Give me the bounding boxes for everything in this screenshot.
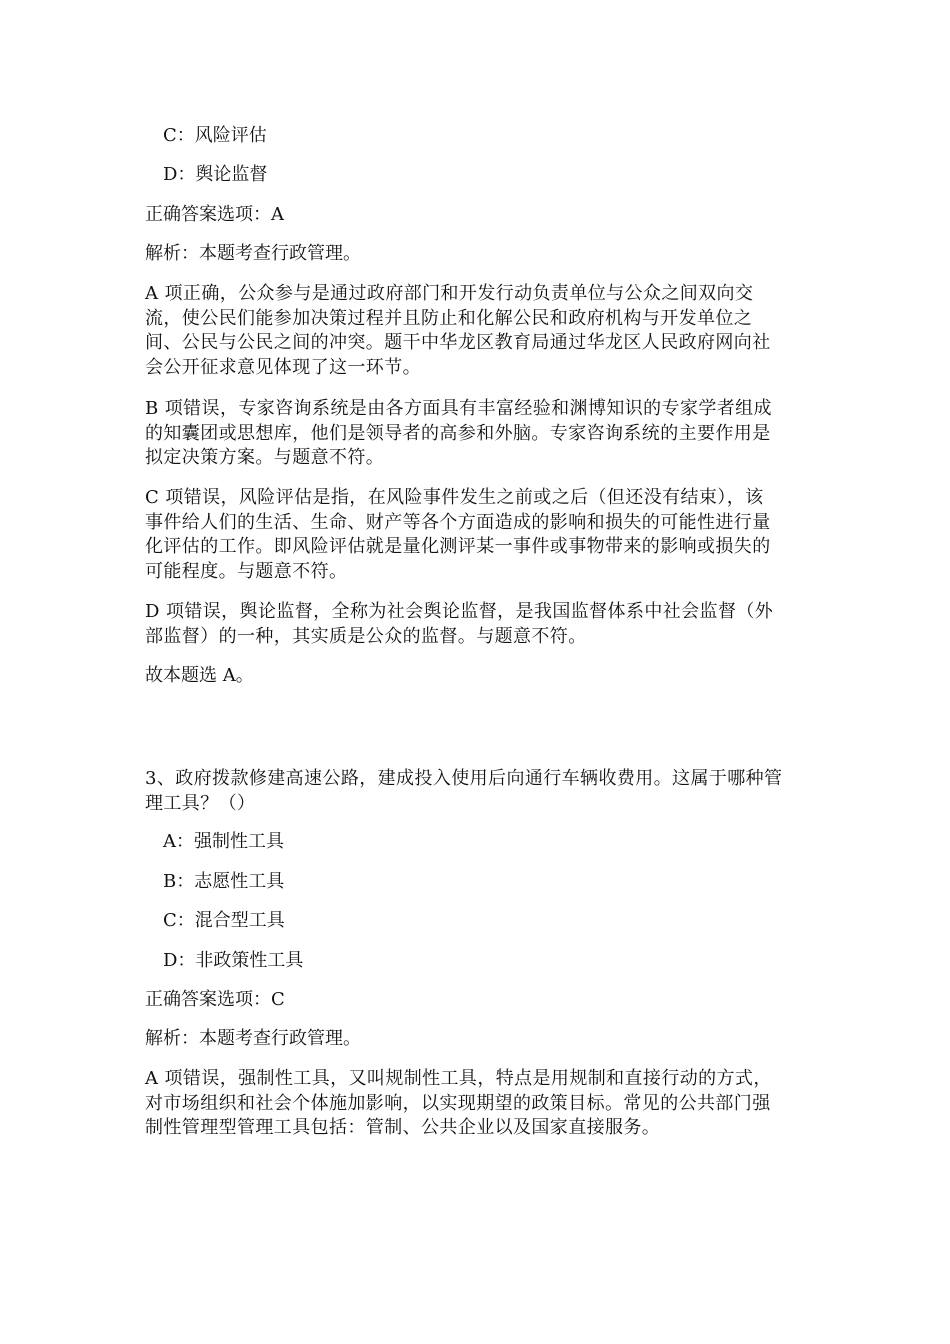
q2-analysis-heading: 解析：本题考查行政管理。	[145, 243, 361, 264]
q3-question-line: 3、政府拨款修建高速公路，建成投入使用后向通行车辆收费用。这属于哪种管	[145, 768, 783, 789]
q2-explanation-a	[145, 282, 810, 380]
q2-option-d: D：舆论监督	[163, 164, 268, 185]
q2-explanation-b-line: 的知囊团或思想库，他们是领导者的高参和外脑。专家咨询系统的主要作用是	[145, 422, 771, 444]
q3-option-b: B：志愿性工具	[163, 871, 285, 892]
q3-option-c: C：混合型工具	[163, 910, 285, 931]
q2-correct-answer: 正确答案选项：A	[145, 204, 284, 225]
q2-explanation-a-line: A 项正确，公众参与是通过政府部门和开发行动负责单位与公众之间双向交	[145, 283, 754, 304]
q3-explanation-a	[145, 1067, 810, 1141]
q2-explanation-c	[145, 486, 810, 584]
q3-question	[145, 767, 810, 816]
q2-explanation-a-line: 间、公民与公民之间的冲突。题干中华龙区教育局通过华龙区人民政府网向社	[145, 332, 771, 353]
q3-option-a: A：强制性工具	[163, 831, 284, 852]
q2-explanation-d-line: D 项错误，舆论监督，全称为社会舆论监督，是我国监督体系中社会监督（外	[145, 601, 774, 622]
q3-option-d: D：非政策性工具	[163, 950, 304, 971]
q3-correct-answer: 正确答案选项：C	[145, 989, 285, 1010]
q2-explanation-c-line: 事件给人们的生活、生命、财产等各个方面造成的影响和损失的可能性进行量	[145, 511, 771, 533]
q2-explanation-c-line: 可能程度。与题意不符。	[145, 560, 348, 582]
q2-explanation-b	[145, 397, 810, 471]
q2-explanation-a-line: 流，使公民们能参加决策过程并且防止和化解公民和政府机构与开发单位之	[145, 307, 753, 329]
q2-explanation-c-line: 化评估的工作。即风险评估就是量化测评某一事件或事物带来的影响或损失的	[145, 536, 771, 557]
q3-explanation-a-line: A 项错误，强制性工具，又叫规制性工具，特点是用规制和直接行动的方式，	[145, 1068, 772, 1089]
q3-analysis-heading: 解析：本题考查行政管理。	[145, 1028, 361, 1049]
q2-explanation-a-line: 会公开征求意见体现了这一环节。	[145, 356, 421, 378]
q2-explanation-b-line: 拟定决策方案。与题意不符。	[145, 447, 385, 468]
q3-question-line: 理工具？（）	[145, 792, 256, 814]
q2-explanation-d	[145, 600, 810, 649]
q2-option-c: C：风险评估	[163, 125, 267, 146]
q3-explanation-a-line: 对市场组织和社会个体施加影响，以实现期望的政策目标。常见的公共部门强	[145, 1092, 771, 1114]
q2-explanation-c-line: C 项错误，风险评估是指，在风险事件发生之前或之后（但还没有结束），该	[145, 487, 764, 508]
q2-conclusion: 故本题选 A。	[145, 665, 254, 686]
q3-explanation-a-line: 制性管理型管理工具包括：管制、公共企业以及国家直接服务。	[145, 1117, 661, 1138]
q2-explanation-d-line: 部监督）的一种，其实质是公众的监督。与题意不符。	[145, 625, 587, 647]
q2-explanation-b-line: B 项错误，专家咨询系统是由各方面具有丰富经验和渊博知识的专家学者组成	[145, 398, 772, 419]
